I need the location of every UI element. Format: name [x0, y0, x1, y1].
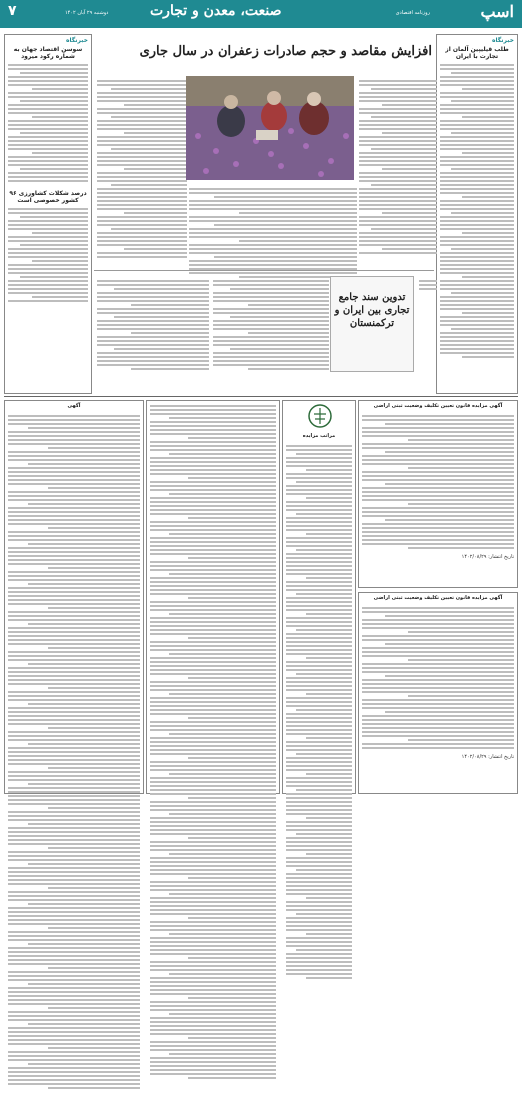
sidebar-right-title: طلب قیلیپین آلمان از تجارت با ایران: [445, 46, 509, 60]
main-col-left: [94, 76, 190, 262]
sidebar-left: [4, 34, 92, 394]
photo-caption-article: [186, 184, 360, 282]
sidebar-left-title1: سوسن اقتصاد جهان به شماره رکود میرود: [13, 46, 83, 60]
notice-left-title: آگهی: [67, 403, 81, 409]
notice-right-top-body: [359, 411, 517, 553]
lower-article-col1: [94, 276, 212, 374]
callout-box: [330, 276, 414, 372]
article-divider: [94, 270, 434, 271]
notice-middle: [282, 400, 356, 794]
newspaper-logo: اسپ: [480, 2, 514, 21]
saffron-field-photo: [186, 76, 354, 180]
masthead: [0, 0, 522, 28]
masthead-tagline: روزنامه اقتصادی: [395, 10, 430, 16]
notice-middle-title: مراتب مزایده: [302, 433, 336, 439]
notices-divider: [4, 396, 518, 397]
notice-right-bottom: [358, 592, 518, 794]
main-col-right: [356, 76, 440, 258]
notice-right-title-1: آگهی مزایده قانون تعیین تکلیف وضعیت ثبتی اراضی: [373, 403, 503, 409]
sidebar-left-body2: [5, 204, 91, 306]
notice-left-body: [5, 411, 143, 1093]
notice-middle-left-body: [147, 401, 279, 1083]
sidebar-left-body1: [5, 60, 91, 186]
notice-right-top: [358, 400, 518, 588]
sidebar-right: [436, 34, 518, 394]
judiciary-emblem-icon: [307, 403, 333, 429]
callout-title: تدوین سند جامع تجاری بین ایران و ترکمنستان: [334, 292, 410, 329]
notice-middle-body: [283, 441, 355, 983]
masthead-date: دوشنبه ۲۹ آبان ۱۴۰۲: [65, 10, 109, 16]
notice-right-title-2: آگهی مزایده قانون تعیین تکلیف وضعیت ثبتی اراضی: [373, 595, 503, 601]
main-headline: افزایش مقاصد و حجم صادرات زعفران در سال جاری: [139, 44, 432, 59]
sidebar-left-kicker: خبرنگاه: [65, 37, 88, 44]
lower-article-col2: [210, 276, 332, 374]
notice-right-bottom-body: [359, 603, 517, 753]
sidebar-right-kicker: خبرنگاه: [491, 37, 514, 44]
notice-left: [4, 400, 144, 794]
lower-article-col3: [416, 276, 440, 294]
section-title: صنعت، معدن و تجارت: [150, 3, 282, 19]
notice-middle-left: [146, 400, 280, 794]
sidebar-left-title2: ۹۶ درصد شکلات کشاورزی کشور خصوصی است: [9, 190, 87, 204]
page-number: ۷: [8, 3, 17, 19]
notice-right-foot-1: تاریخ انتشار: ۱۴۰۲/۰۸/۲۹: [461, 554, 514, 560]
notice-right-foot-2: تاریخ انتشار: ۱۴۰۲/۰۸/۲۹: [461, 754, 514, 760]
sidebar-right-body: [437, 60, 517, 362]
